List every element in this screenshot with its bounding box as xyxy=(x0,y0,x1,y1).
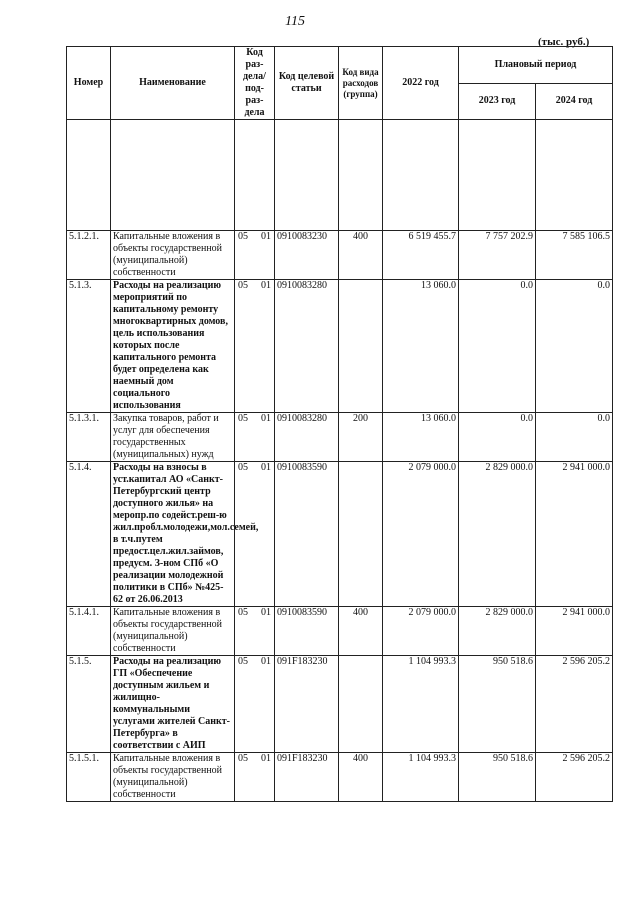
header-2024: 2024 год xyxy=(536,83,613,120)
row-expense-type xyxy=(339,280,383,413)
section-code-part: 05 xyxy=(238,656,248,667)
header-name: Наименование xyxy=(111,47,235,120)
header-2023: 2023 год xyxy=(459,83,536,120)
row-2024: 2 941 000.0 xyxy=(536,607,613,656)
row-2023: 2 829 000.0 xyxy=(459,462,536,607)
row-number: 5.1.4. xyxy=(67,462,111,607)
table-row xyxy=(67,607,613,656)
row-2023: 950 518.6 xyxy=(459,753,536,802)
row-number: 5.1.5.1. xyxy=(67,753,111,802)
row-section xyxy=(235,753,275,802)
row-2023: 0.0 xyxy=(459,413,536,462)
row-target: 0910083280 xyxy=(275,413,339,462)
row-number: 5.1.3.1. xyxy=(67,413,111,462)
row-target: 091F183230 xyxy=(275,753,339,802)
section-code xyxy=(237,607,272,619)
row-2024: 0.0 xyxy=(536,280,613,413)
subsection-code-part: 01 xyxy=(261,462,271,473)
row-number: 5.1.3. xyxy=(67,280,111,413)
row-target: 0910083590 xyxy=(275,462,339,607)
section-code xyxy=(237,462,272,474)
row-2022: 13 060.0 xyxy=(383,413,459,462)
table-row xyxy=(67,413,613,462)
row-name: Расходы на взносы в уст.капитал АО «Санкт-Петербургский центр доступного жилья» на меропр.по содейст.реш-ю жил.пробл.молодежи,мол.семей, в т.ч.путем предост.цел.жил.займов, предусм. З-ном СПб «О реализации молодежной политики в СПб» №425-62 от 26.06.2013 xyxy=(111,462,235,607)
row-target: 0910083230 xyxy=(275,231,339,280)
row-2022: 1 104 993.3 xyxy=(383,753,459,802)
section-code-part: 05 xyxy=(238,607,248,618)
header-planning-period: Плановый период xyxy=(459,47,613,84)
row-2022: 2 079 000.0 xyxy=(383,462,459,607)
row-expense-type: 400 xyxy=(339,231,383,280)
table-row xyxy=(67,753,613,802)
row-expense-type xyxy=(339,656,383,753)
units-label: (тыс. руб.) xyxy=(538,36,590,48)
table-row xyxy=(67,231,613,280)
row-section xyxy=(235,656,275,753)
row-name: Капитальные вложения в объекты государственной (муниципальной) собственности xyxy=(111,231,235,280)
row-section xyxy=(235,413,275,462)
row-2024: 0.0 xyxy=(536,413,613,462)
row-section xyxy=(235,280,275,413)
row-number: 5.1.2.1. xyxy=(67,231,111,280)
subsection-code-part: 01 xyxy=(261,413,271,424)
row-expense-type xyxy=(339,462,383,607)
subsection-code-part: 01 xyxy=(261,607,271,618)
section-code-part: 05 xyxy=(238,462,248,473)
row-2022: 2 079 000.0 xyxy=(383,607,459,656)
row-number: 5.1.4.1. xyxy=(67,607,111,656)
row-2023: 2 829 000.0 xyxy=(459,607,536,656)
row-2022: 1 104 993.3 xyxy=(383,656,459,753)
table-header xyxy=(67,47,613,120)
header-section: Код раз-дела/ под-раз-дела xyxy=(235,47,275,120)
row-expense-type: 400 xyxy=(339,753,383,802)
budget-table xyxy=(66,46,613,802)
section-code-part: 05 xyxy=(238,231,248,242)
row-target: 0910083590 xyxy=(275,607,339,656)
section-code xyxy=(237,753,272,765)
header-target: Код целевой статьи xyxy=(275,47,339,120)
row-name: Закупка товаров, работ и услуг для обеспечения государственных (муниципальных) нужд xyxy=(111,413,235,462)
subsection-code-part: 01 xyxy=(261,280,271,291)
row-2023: 950 518.6 xyxy=(459,656,536,753)
row-2024: 2 596 205.2 xyxy=(536,656,613,753)
row-2023: 0.0 xyxy=(459,280,536,413)
row-target: 0910083280 xyxy=(275,280,339,413)
section-code xyxy=(237,656,272,668)
section-code xyxy=(237,231,272,243)
row-name: Капитальные вложения в объекты государственной (муниципальной) собственности xyxy=(111,607,235,656)
header-number: Номер xyxy=(67,47,111,120)
table-row xyxy=(67,656,613,753)
table-row xyxy=(67,462,613,607)
section-code-part: 05 xyxy=(238,280,248,291)
section-code-part: 05 xyxy=(238,753,248,764)
page-number: 115 xyxy=(285,14,305,29)
row-target: 091F183230 xyxy=(275,656,339,753)
row-name: Капитальные вложения в объекты государственной (муниципальной) собственности xyxy=(111,753,235,802)
row-section xyxy=(235,607,275,656)
row-2023: 7 757 202.9 xyxy=(459,231,536,280)
row-section xyxy=(235,462,275,607)
row-expense-type: 400 xyxy=(339,607,383,656)
row-2024: 2 941 000.0 xyxy=(536,462,613,607)
table-row xyxy=(67,280,613,413)
subsection-code-part: 01 xyxy=(261,656,271,667)
row-2022: 6 519 455.7 xyxy=(383,231,459,280)
row-2022: 13 060.0 xyxy=(383,280,459,413)
header-expense-type: Код вида расходов (группа) xyxy=(339,47,383,120)
section-code xyxy=(237,413,272,425)
row-2024: 7 585 106.5 xyxy=(536,231,613,280)
row-number: 5.1.5. xyxy=(67,656,111,753)
table-body xyxy=(67,120,613,802)
subsection-code-part: 01 xyxy=(261,753,271,764)
row-section xyxy=(235,231,275,280)
row-name: Расходы на реализацию ГП «Обеспечение доступным жильем и жилищно-коммунальными услугами жителей Санкт-Петербурга» в соответствии с АИП xyxy=(111,656,235,753)
subsection-code-part: 01 xyxy=(261,231,271,242)
section-code xyxy=(237,280,272,292)
row-expense-type: 200 xyxy=(339,413,383,462)
section-code-part: 05 xyxy=(238,413,248,424)
row-2024: 2 596 205.2 xyxy=(536,753,613,802)
row-name: Расходы на реализацию мероприятий по капитальному ремонту многоквартирных домов, цель использования которых после капитального ремонта будет определена как наемный дом социального использования xyxy=(111,280,235,413)
header-spacer-row xyxy=(67,120,613,231)
header-2022: 2022 год xyxy=(383,47,459,120)
